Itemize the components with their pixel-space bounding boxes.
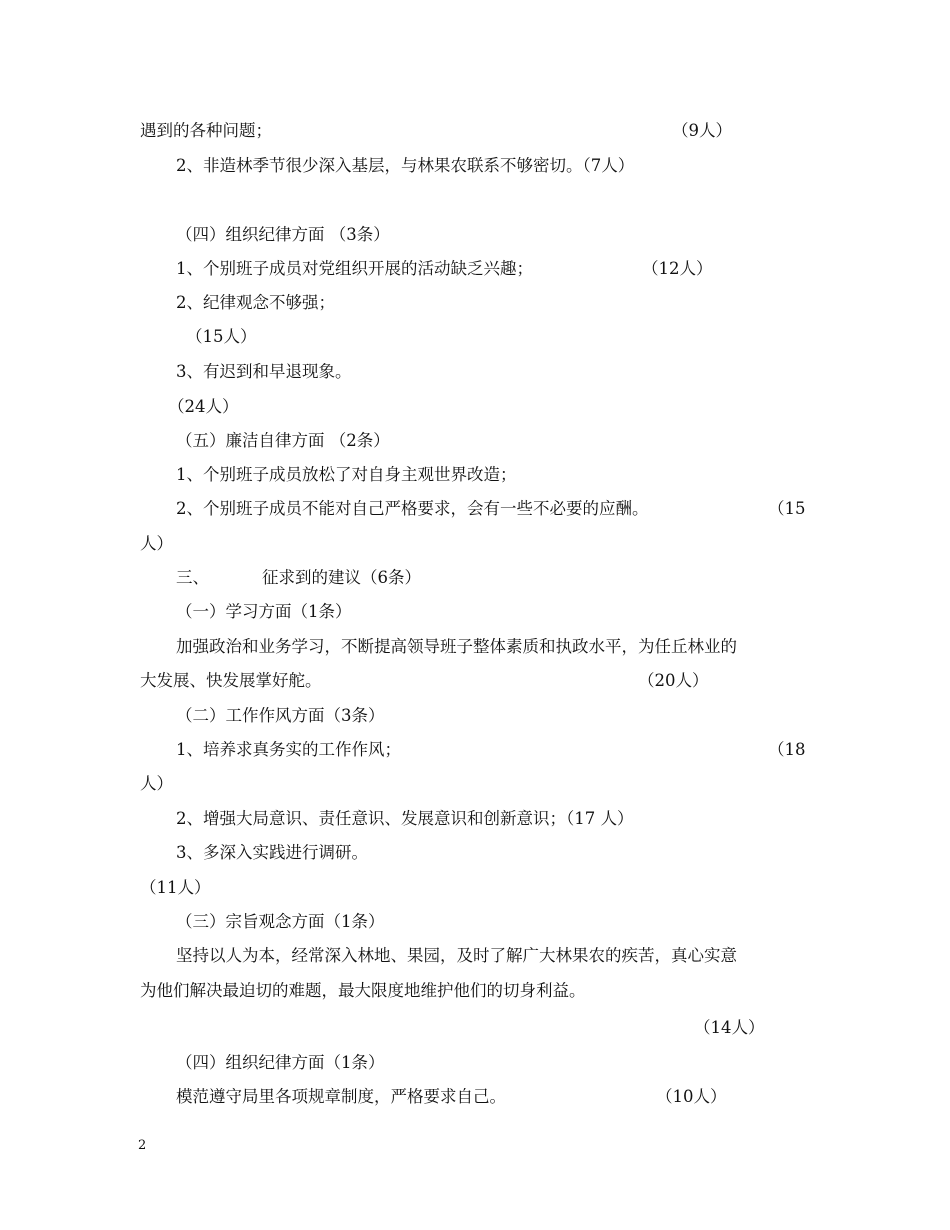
page-number: 2 [138, 1138, 147, 1153]
chapter-number: 三、 [176, 568, 209, 587]
text-line: 2、增强大局意识、责任意识、发展意识和创新意识；（17 人） [176, 809, 634, 828]
text-line: 模范遵守局里各项规章制度，严格要求自己。 [176, 1087, 506, 1106]
chapter-heading: 征求到的建议（6条） [262, 568, 421, 587]
count-note: （15人） [186, 327, 257, 346]
section-heading: （二）工作作风方面（3条） [176, 706, 385, 725]
text-line: 3、有迟到和早退现象。 [176, 362, 352, 381]
section-heading: （四）组织纪律方面（1条） [176, 1053, 385, 1072]
text-line: 2、纪律观念不够强； [176, 293, 335, 312]
section-heading: （五）廉洁自律方面 （2条） [176, 431, 390, 450]
text-line: 1、个别班子成员放松了对自身主观世界改造； [176, 465, 517, 484]
text-line: 大发展、快发展掌好舵。 [140, 671, 322, 690]
section-heading: （一）学习方面（1条） [176, 602, 352, 621]
count-note: （9人） [672, 121, 732, 140]
count-note: （12人） [642, 259, 713, 278]
text-line: 1、个别班子成员对党组织开展的活动缺乏兴趣； [176, 259, 533, 278]
text-line: 加强政治和业务学习，不断提高领导班子整体素质和执政水平，为任丘林业的 [176, 637, 737, 656]
text-line: 为他们解决最迫切的难题，最大限度地维护他们的切身利益。 [140, 981, 586, 1000]
count-note: （24人） [168, 397, 239, 416]
section-heading: （四）组织纪律方面 （3条） [176, 225, 390, 244]
text-line: 1、培养求真务实的工作作风； [176, 740, 401, 759]
count-note: 人） [140, 534, 173, 553]
text-line: 遇到的各种问题； [140, 121, 272, 140]
count-note: （15 [768, 499, 806, 518]
text-line: 2、个别班子成员不能对自己严格要求，会有一些不必要的应酬。 [176, 499, 649, 518]
count-note: 人） [140, 774, 173, 793]
count-note: （18 [768, 740, 806, 759]
section-heading: （三）宗旨观念方面（1条） [176, 912, 385, 931]
text-line: 3、多深入实践进行调研。 [176, 843, 368, 862]
text-line: 坚持以人为本，经常深入林地、果园，及时了解广大林果农的疾苦，真心实意 [176, 946, 737, 965]
count-note: （14人） [694, 1018, 765, 1037]
count-note: （10人） [656, 1087, 727, 1106]
count-note: （20人） [638, 671, 709, 690]
text-line: 2、非造林季节很少深入基层，与林果农联系不够密切。（7人） [176, 156, 635, 175]
count-note: （11人） [140, 878, 211, 897]
